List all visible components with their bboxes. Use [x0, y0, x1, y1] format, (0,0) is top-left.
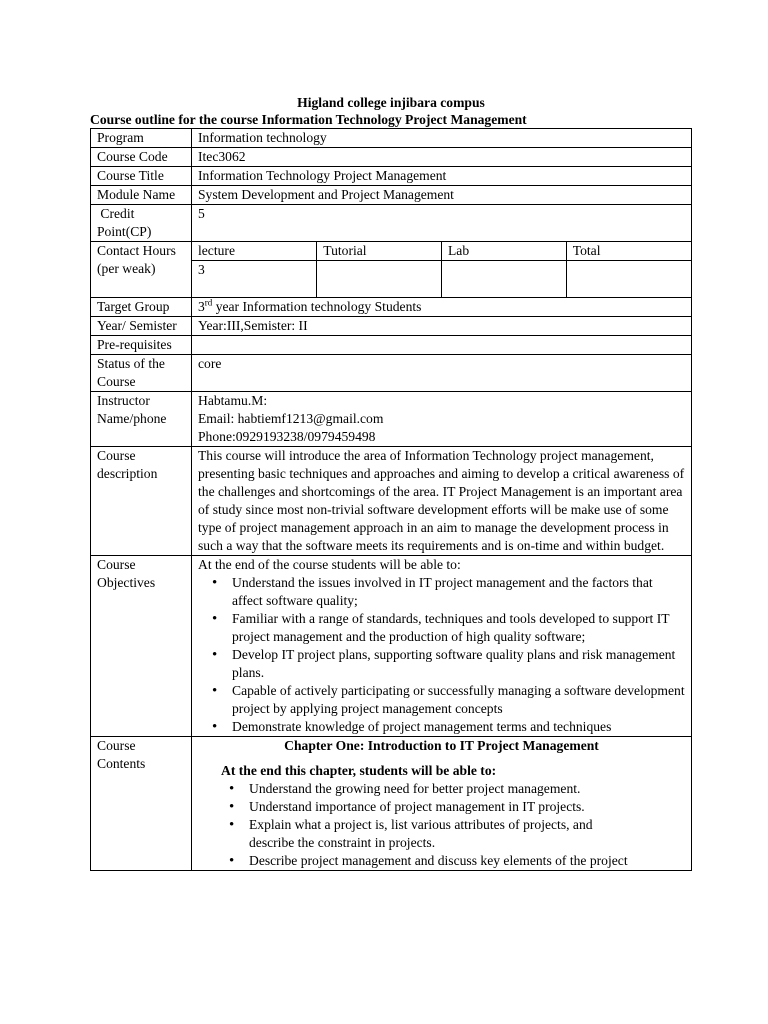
contact-hours-cell: [192, 242, 692, 298]
list-item: • Understand importance of project management in IT projects.: [249, 798, 685, 816]
chapter-title: Chapter One: Introduction to IT Project Management: [284, 737, 599, 753]
table-row: [91, 446, 692, 555]
list-item: • Familiar with a range of standards, techniques and tools developed to support IT project management and the production of high quality software;: [232, 610, 685, 646]
row-value: System Development and Project Management: [192, 186, 692, 205]
row-label: Course Title: [91, 167, 192, 186]
contact-hours-grid: [192, 242, 691, 297]
hours-value-lab: [442, 261, 567, 297]
hours-header-lecture: lecture: [198, 243, 235, 258]
table-row: [91, 297, 692, 316]
row-label: Program: [91, 129, 192, 148]
row-label: Pre-requisites: [91, 335, 192, 354]
row-label: Course Code: [91, 148, 192, 167]
list-item: • Describe project management and discuss key elements of the project: [249, 852, 685, 870]
objectives-list: [198, 574, 685, 736]
list-item: • Understand the growing need for better project management.: [249, 780, 685, 798]
row-value: Information technology: [192, 129, 692, 148]
instructor-phone: Phone:0929193238/0979459498: [198, 428, 376, 444]
row-value: [192, 555, 692, 736]
course-description: This course will introduce the area of Information Technology project management, presenting basic techniques and approaches and aiming to develop a critical awareness of the challenges and shortcomings of the area. IT Project Management is an important area of study since most non-trivial software development efforts will be make use of some type of project management approach in an aim to manage the development process in such a way that the software meets its requirements and is on-time and within budget.: [192, 446, 692, 555]
target-group-text: year Information technology Students: [212, 298, 422, 314]
table-row: [91, 148, 692, 167]
table-row: [91, 129, 692, 148]
list-item: • Understand the issues involved in IT project management and the factors that affect software quality;: [232, 574, 685, 610]
college-title: Higland college injibara compus: [297, 95, 485, 110]
hours-header-total: Total: [566, 242, 691, 261]
year-ordinal: 3: [198, 298, 205, 314]
row-label: Course Objectives: [91, 555, 192, 736]
chapter-outcomes-list: [198, 780, 685, 870]
row-value: Itec3062: [192, 148, 692, 167]
row-value: [192, 354, 692, 391]
row-value: [192, 736, 692, 870]
chapter-intro: At the end this chapter, students will be able to:: [221, 762, 497, 778]
hours-value-total: [566, 261, 691, 297]
table-row: [91, 335, 692, 354]
row-label: Module Name: [91, 186, 192, 205]
table-row: [91, 316, 692, 335]
row-value: [192, 297, 692, 316]
row-label: Course description: [91, 446, 192, 555]
hours-header-lab: Lab: [442, 242, 567, 261]
list-item: • Capable of actively participating or successfully managing a software development project by applying project management concepts: [232, 682, 685, 718]
hours-value-lecture: 3: [192, 261, 317, 297]
table-row: [91, 391, 692, 446]
status-value: core: [198, 355, 222, 371]
table-row: [91, 555, 692, 736]
row-label: Status of the Course: [91, 354, 192, 391]
hours-value-tutorial: [317, 261, 442, 297]
row-label: Target Group: [91, 297, 192, 316]
row-value: [192, 391, 692, 446]
table-row: [91, 186, 692, 205]
list-item: • Demonstrate knowledge of project management terms and techniques: [232, 718, 685, 736]
table-row: [91, 354, 692, 391]
table-row: [91, 736, 692, 870]
hours-header-tutorial: Tutorial: [317, 242, 442, 261]
row-value: Year:III,Semister: II: [192, 316, 692, 335]
row-label: Credit Point(CP): [91, 205, 192, 242]
list-item: • Explain what a project is, list various attributes of projects, and describe the constraint in projects.: [249, 816, 685, 852]
row-value: 5: [192, 205, 692, 242]
row-label: Course Contents: [91, 736, 192, 870]
instructor-email: Email: habtiemf1213@gmail.com: [198, 410, 384, 426]
table-row: [91, 242, 692, 298]
course-outline-table: [90, 128, 692, 871]
outline-title: Course outline for the course Information Technology Project Management: [90, 112, 527, 127]
list-item: • Develop IT project plans, supporting software quality plans and risk management plans.: [232, 646, 685, 682]
ordinal-suffix: rd: [204, 296, 213, 307]
objectives-intro: At the end of the course students will be able to:: [198, 556, 461, 572]
row-label: Instructor Name/phone: [91, 391, 192, 446]
row-value: [192, 335, 692, 354]
table-row: [91, 167, 692, 186]
table-row: [91, 205, 692, 242]
instructor-name: Habtamu.M:: [198, 392, 268, 408]
row-label: Year/ Semister: [91, 316, 192, 335]
row-label: Contact Hours (per weak): [91, 242, 192, 298]
course-outline-page: [90, 94, 692, 871]
row-value: Information Technology Project Management: [192, 167, 692, 186]
